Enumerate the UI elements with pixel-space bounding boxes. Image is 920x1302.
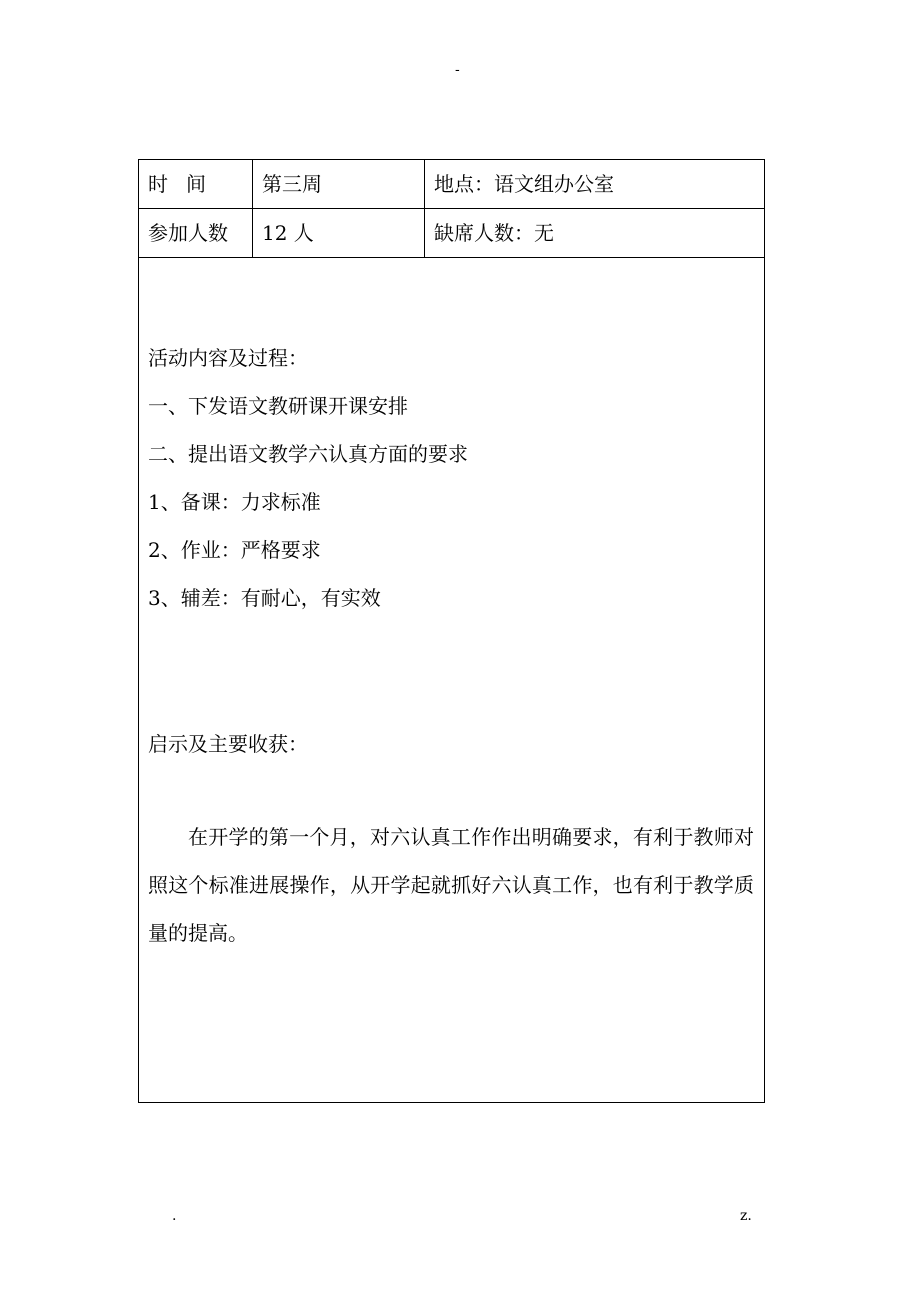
- content-heading: 活动内容及过程：: [148, 346, 308, 370]
- time-label: 时间: [139, 160, 253, 208]
- page-footer-left: .: [172, 1208, 177, 1224]
- time-value: 第三周: [253, 160, 425, 208]
- absent-cell: 缺席人数：无: [434, 221, 554, 245]
- attendance-row: [139, 209, 764, 258]
- location-cell: 地点：语文组办公室: [434, 172, 614, 196]
- insight-paragraph: 在开学的第一个月，对六认真工作作出明确要求，有利于教师对照这个标准进展操作，从开学起就抓好六认真工作，也有利于教学质量的提高。: [148, 825, 754, 945]
- page-header-mark: -: [455, 62, 460, 78]
- content-item: 一、下发语文教研课开课安排: [148, 394, 408, 418]
- page-footer-right: z.: [740, 1208, 752, 1224]
- content-item: 2、作业：严格要求: [148, 538, 321, 562]
- activity-record-table: [138, 159, 765, 1103]
- content-item: 3、辅差：有耐心，有实效: [148, 586, 381, 610]
- content-item: 二、提出语文教学六认真方面的要求: [148, 442, 468, 466]
- attendance-value: 12 人: [253, 209, 425, 257]
- content-item: 1、备课：力求标准: [148, 490, 321, 514]
- time-row: [139, 160, 764, 209]
- attendance-label: 参加人数: [139, 209, 253, 257]
- insight-heading: 启示及主要收获：: [148, 732, 308, 756]
